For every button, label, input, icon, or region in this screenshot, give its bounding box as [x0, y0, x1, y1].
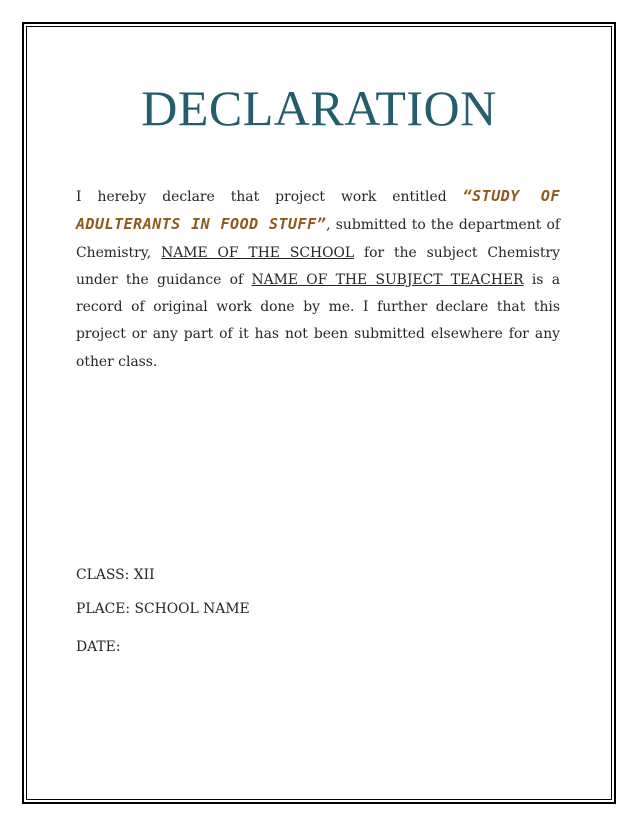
teacher-name-placeholder: NAME OF THE SUBJECT TEACHER	[251, 271, 524, 288]
paragraph-text-1: I hereby declare that project work entitled	[76, 189, 463, 205]
project-title: “STUDY OF ADULTERANTS IN FOOD STUFF”	[76, 187, 560, 234]
date-field: DATE:	[76, 639, 121, 655]
paragraph-text-3: for the subject Chemistry under the guidance of	[76, 244, 560, 288]
place-field: PLACE: SCHOOL NAME	[76, 601, 250, 617]
school-name-placeholder: NAME OF THE SCHOOL	[161, 244, 355, 261]
paragraph-text-4: is a record of original work done by me. I further declare that this project or any part of it has not been submitted elsewhere for any other class.	[76, 271, 560, 370]
page-title: DECLARATION	[141, 80, 497, 136]
page-border-inner	[26, 26, 612, 800]
declaration-paragraph	[76, 183, 560, 376]
class-field: CLASS: XII	[76, 567, 155, 583]
paragraph-text-2: , submitted to the department of Chemistry,	[76, 217, 560, 261]
